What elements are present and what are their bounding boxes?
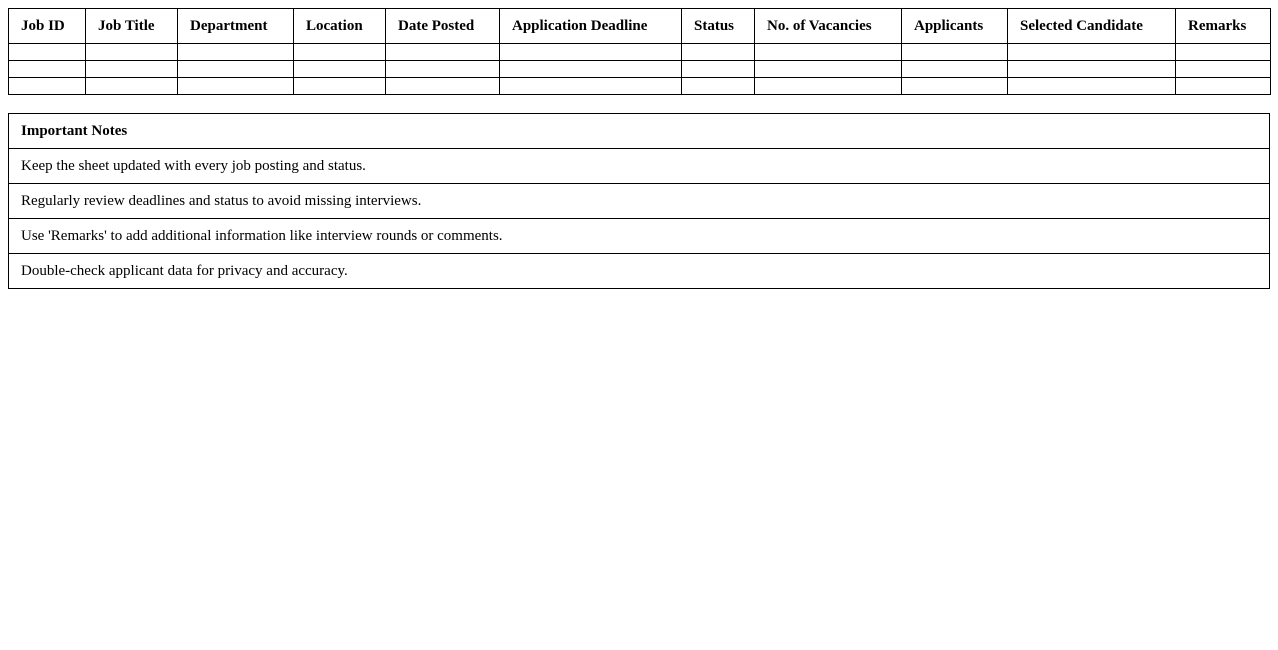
table-cell[interactable] [755, 78, 902, 95]
table-cell[interactable] [294, 61, 386, 78]
column-header-application-deadline: Application Deadline [500, 9, 682, 44]
table-cell[interactable] [902, 44, 1008, 61]
table-cell[interactable] [178, 61, 294, 78]
table-cell[interactable] [682, 78, 755, 95]
column-header-date-posted: Date Posted [386, 9, 500, 44]
note-row [9, 184, 1270, 219]
table-cell[interactable] [86, 61, 178, 78]
table-header-row [9, 9, 1271, 44]
table-cell[interactable] [1176, 78, 1271, 95]
table-cell[interactable] [386, 44, 500, 61]
notes-title: Important Notes [9, 114, 1270, 149]
table-cell[interactable] [86, 78, 178, 95]
column-header-location: Location [294, 9, 386, 44]
note-row [9, 254, 1270, 289]
table-cell[interactable] [682, 44, 755, 61]
note-item: Use 'Remarks' to add additional information like interview rounds or comments. [9, 219, 1270, 254]
table-cell[interactable] [1008, 44, 1176, 61]
column-header-vacancies: No. of Vacancies [755, 9, 902, 44]
job-table-body [9, 44, 1271, 95]
column-header-selected-candidate: Selected Candidate [1008, 9, 1176, 44]
note-item: Regularly review deadlines and status to avoid missing interviews. [9, 184, 1270, 219]
table-cell[interactable] [682, 61, 755, 78]
table-row [9, 61, 1271, 78]
table-cell[interactable] [755, 44, 902, 61]
table-cell[interactable] [386, 78, 500, 95]
table-row [9, 44, 1271, 61]
column-header-department: Department [178, 9, 294, 44]
notes-header-row [9, 114, 1270, 149]
note-row [9, 149, 1270, 184]
table-cell[interactable] [178, 44, 294, 61]
table-cell[interactable] [1176, 61, 1271, 78]
table-cell[interactable] [500, 78, 682, 95]
table-cell[interactable] [9, 78, 86, 95]
table-cell[interactable] [294, 78, 386, 95]
table-cell[interactable] [9, 44, 86, 61]
column-header-remarks: Remarks [1176, 9, 1271, 44]
note-item: Keep the sheet updated with every job posting and status. [9, 149, 1270, 184]
column-header-job-title: Job Title [86, 9, 178, 44]
table-cell[interactable] [386, 61, 500, 78]
note-row [9, 219, 1270, 254]
table-cell[interactable] [1008, 61, 1176, 78]
note-item: Double-check applicant data for privacy and accuracy. [9, 254, 1270, 289]
table-cell[interactable] [1176, 44, 1271, 61]
document-page [8, 8, 1270, 289]
column-header-applicants: Applicants [902, 9, 1008, 44]
table-cell[interactable] [294, 44, 386, 61]
table-cell[interactable] [1008, 78, 1176, 95]
table-cell[interactable] [9, 61, 86, 78]
table-cell[interactable] [902, 78, 1008, 95]
important-notes-table [8, 113, 1270, 289]
table-cell[interactable] [902, 61, 1008, 78]
table-cell[interactable] [500, 44, 682, 61]
table-cell[interactable] [500, 61, 682, 78]
table-cell[interactable] [755, 61, 902, 78]
column-header-job-id: Job ID [9, 9, 86, 44]
table-cell[interactable] [178, 78, 294, 95]
job-tracking-table [8, 8, 1271, 95]
table-cell[interactable] [86, 44, 178, 61]
table-row [9, 78, 1271, 95]
column-header-status: Status [682, 9, 755, 44]
